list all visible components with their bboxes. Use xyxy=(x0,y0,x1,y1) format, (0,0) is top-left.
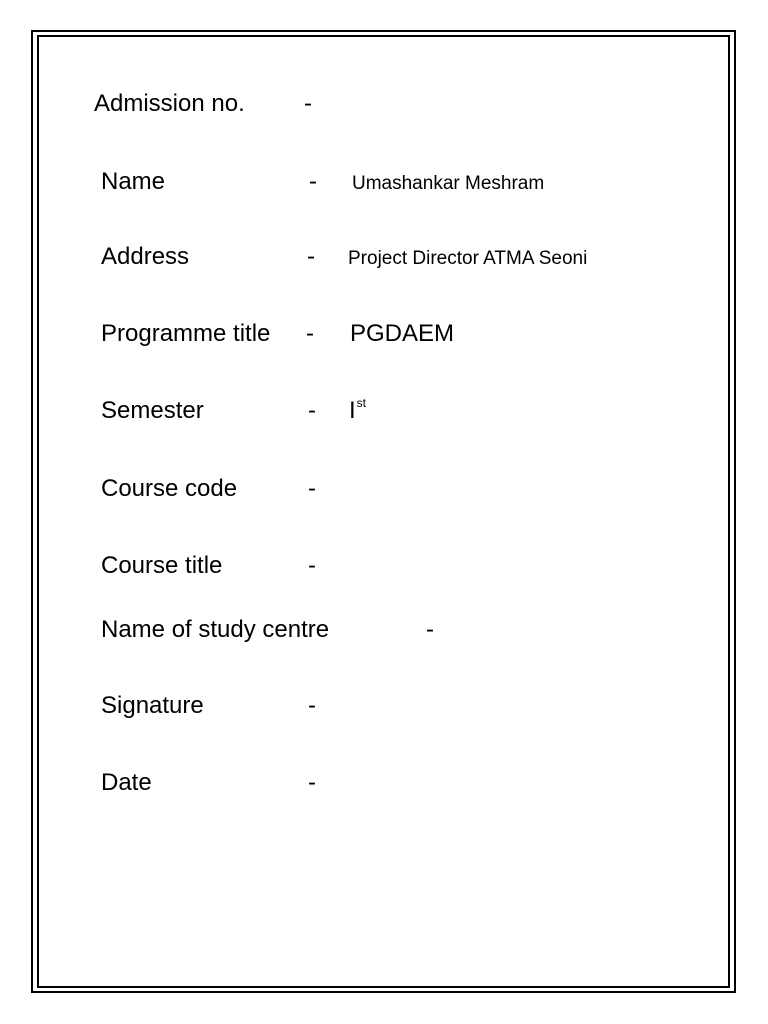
date-label: Date xyxy=(101,769,152,796)
admission-no-separator: - xyxy=(304,90,312,117)
course-title-label: Course title xyxy=(101,552,223,579)
semester-value-main: I xyxy=(349,397,356,424)
course-title-separator: - xyxy=(308,552,316,579)
semester-value xyxy=(349,396,367,424)
course-code-separator: - xyxy=(308,475,316,502)
semester-label: Semester xyxy=(101,397,204,424)
name-value: Umashankar Meshram xyxy=(352,173,545,194)
programme-title-separator: - xyxy=(306,320,314,347)
address-separator: - xyxy=(307,243,315,270)
signature-label: Signature xyxy=(101,692,204,719)
course-code-label: Course code xyxy=(101,475,238,502)
date-separator: - xyxy=(308,769,316,796)
programme-title-value: PGDAEM xyxy=(350,320,455,347)
programme-title-label: Programme title xyxy=(101,320,271,347)
name-separator: - xyxy=(309,168,317,195)
address-value: Project Director ATMA Seoni xyxy=(348,248,588,269)
study-centre-separator: - xyxy=(426,616,434,643)
signature-separator: - xyxy=(308,692,316,719)
semester-value-superscript: st xyxy=(356,396,367,410)
study-centre-label: Name of study centre xyxy=(101,616,330,643)
address-label: Address xyxy=(101,243,190,270)
semester-separator: - xyxy=(308,397,316,424)
admission-no-label: Admission no. xyxy=(94,90,245,117)
name-label: Name xyxy=(101,168,166,195)
